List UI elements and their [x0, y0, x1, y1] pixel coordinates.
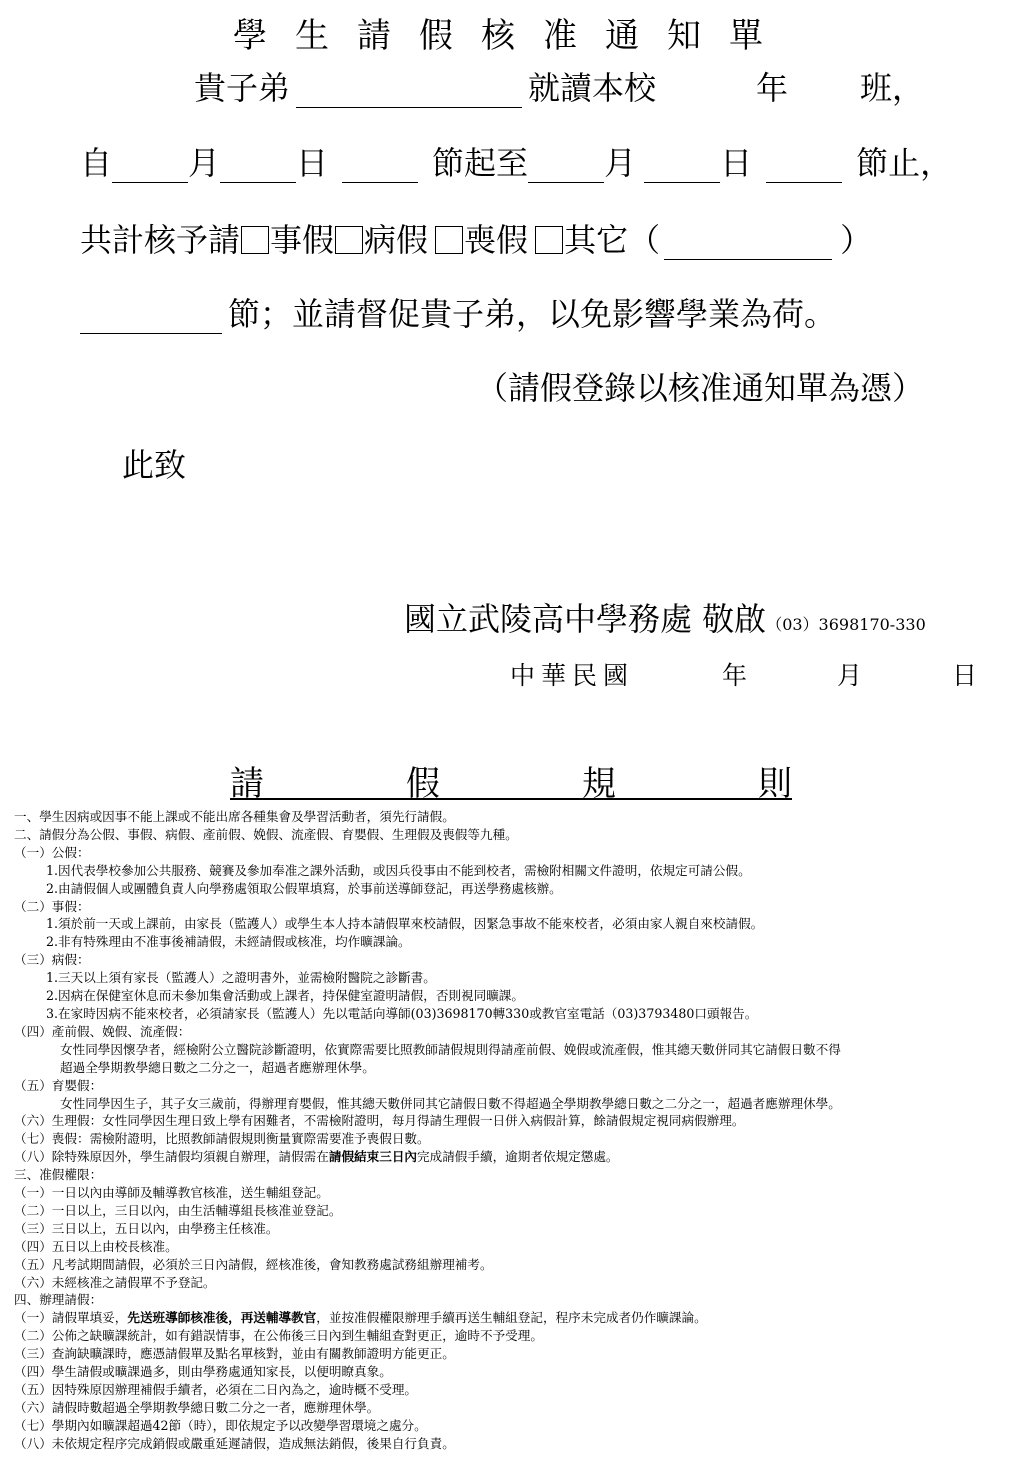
- label-personal-leave: 事假: [270, 221, 335, 259]
- rules-title-char: 請: [230, 764, 264, 804]
- rule-text: 完成請假手續，逾期者依規定懲處。: [417, 1149, 619, 1165]
- rule-line: （五）育嬰假：: [14, 1077, 103, 1093]
- label-class: 班，: [860, 69, 925, 107]
- sender: 國立武陵高中學務處 敬啟: [404, 600, 767, 638]
- label-other-leave: 其它（: [564, 221, 661, 259]
- rule-line: （四）學生請假或曠課過多，則由學務處通知家長，以便明瞭真象。: [14, 1364, 392, 1380]
- rule-line: 1.因代表學校參加公共服務、競賽及參加奉准之課外活動，或因兵役事由不能到校者，需檢附相關文件證明，依規定可請公假。: [46, 862, 751, 878]
- rule-line: 超過全學期教學總日數之二分之一，超過者應辦理休學。: [60, 1059, 375, 1075]
- rule-text: （八）除特殊原因外，學生請假均須親自辦理，請假需在: [14, 1149, 329, 1165]
- rule-line: （六）請假時數超過全學期教學總日數二分之一者，應辦理休學。: [14, 1399, 380, 1415]
- label-guizidi: 貴子弟: [194, 69, 291, 107]
- student-name-blank[interactable]: [296, 75, 522, 108]
- date-day: 日: [952, 661, 978, 690]
- checkbox-other-leave[interactable]: [535, 226, 563, 254]
- rule-line: [14, 1148, 1014, 1166]
- checkbox-personal-leave[interactable]: [241, 226, 269, 254]
- checkbox-bereavement-leave[interactable]: [435, 226, 463, 254]
- rules-title: [230, 756, 792, 804]
- rule-line: 一、學生因病或因事不能上課或不能出席各種集會及學習活動者，須先行請假。: [14, 809, 455, 824]
- rule-line: （八）未依規定程序完成銷假或嚴重延遲請假，造成無法銷假，後果自行負責。: [14, 1435, 455, 1451]
- total-periods-blank[interactable]: [80, 301, 222, 334]
- label-from: 自: [80, 144, 113, 182]
- to-day-blank[interactable]: [644, 150, 720, 183]
- from-day-blank[interactable]: [220, 150, 296, 183]
- rule-line: 2.由請假個人或團體負責人向學務處領取公假單填寫，於事前送導師登記，再送學務處核辦。: [46, 880, 562, 896]
- label-month: 月: [188, 144, 221, 182]
- to-period-blank[interactable]: [766, 150, 842, 183]
- rule-text: ，並按准假權限辦理手續再送生輔組登記，程序未完成者仍作曠課論。: [316, 1310, 707, 1326]
- rule-line: 女性同學因生子，其子女三歲前，得辦理育嬰假，惟其總天數併同其它請假日數不得超過全學期教學總日數之二分之一，超過者應辦理休學。: [60, 1095, 841, 1111]
- label-start-to: 節起至: [432, 144, 529, 182]
- date-month: 月: [837, 661, 863, 690]
- label-month: 月: [604, 144, 637, 182]
- salutation: 此致: [122, 446, 187, 484]
- rule-emphasis: 請假結束三日內: [328, 1149, 417, 1165]
- rule-line: （六）未經核准之請假單不予登記。: [14, 1274, 216, 1290]
- rule-line: （三）查詢缺曠課時，應憑請假單及點名單核對，並由有關教師證明方能更正。: [14, 1346, 455, 1362]
- rule-line: （五）凡考試期間請假，必須於三日內請假，經核准後，會知教務處試務組辦理補考。: [14, 1256, 493, 1272]
- rule-line: [14, 1309, 1014, 1327]
- line-total: [80, 294, 836, 334]
- rule-line: （四）產前假、娩假、流產假：: [14, 1023, 191, 1039]
- rules-title-char: 假: [406, 764, 440, 804]
- rule-line: （一）公假：: [14, 844, 90, 860]
- rules-body: [14, 808, 1014, 1453]
- line-leave-type: [80, 220, 872, 260]
- rule-line: 三、准假權限：: [14, 1167, 103, 1183]
- rule-line: （二）公佈之缺曠課統計，如有錯誤情事，在公佈後三日內到生輔組查對更正，逾時不予受理。: [14, 1328, 543, 1344]
- rule-line: 3.在家時因病不能來校者，必須請家長（監護人）先以電話向導師(03)3698170轉330或教官室電話（03)3793480口頭報告。: [46, 1005, 758, 1021]
- rule-line: 1.須於前一天或上課前，由家長（監護人）或學生本人持本請假單來校請假，因緊急事故不能來校者，必須由家人親自來校請假。: [46, 916, 764, 932]
- rules-title-char: 則: [758, 764, 792, 804]
- rule-line: （三）病假：: [14, 952, 90, 968]
- rule-line: 2.非有特殊理由不准事後補請假，未經請假或核准，均作曠課論。: [46, 934, 411, 950]
- label-end: 節止，: [856, 144, 953, 182]
- rule-line: （一）一日以內由導師及輔導教官核准，送生輔組登記。: [14, 1185, 329, 1201]
- rule-line: （七）學期內如曠課超過42節（時），即依規定予以改變學習環境之處分。: [14, 1417, 427, 1433]
- rule-emphasis: 先送班導師核准後，再送輔導教官: [127, 1310, 317, 1326]
- date-line: [510, 656, 977, 692]
- rule-line: 1.三天以上須有家長（監護人）之證明書外，並需檢附醫院之診斷書。: [46, 970, 436, 986]
- date-era: 中華民國: [510, 661, 635, 690]
- rule-line: 四、辦理請假：: [14, 1292, 103, 1308]
- label-paren-close: ）: [840, 221, 873, 259]
- rules-title-char: 規: [582, 764, 616, 804]
- other-leave-blank[interactable]: [664, 227, 832, 260]
- form-title: 學生請假核准通知單: [233, 16, 791, 56]
- phone: （03）3698170-330: [766, 615, 926, 634]
- line-period: [80, 143, 952, 183]
- rule-line: 2.因病在保健室休息而未參加集會活動或上課者，持保健室證明請假，否則視同曠課。: [46, 988, 524, 1004]
- label-grant: 共計核予請: [80, 221, 241, 259]
- form-note: （請假登錄以核准通知單為憑）: [476, 369, 925, 407]
- label-school: 就讀本校: [528, 69, 657, 107]
- rule-line: （四）五日以上由校長核准。: [14, 1238, 178, 1254]
- label-grade: 年: [756, 69, 789, 107]
- rule-line: （二）一日以上，三日以內，由生活輔導組長核准並登記。: [14, 1202, 342, 1218]
- rule-line: （二）事假：: [14, 898, 90, 914]
- rule-text: （一）請假單填妥，: [14, 1310, 128, 1326]
- from-period-blank[interactable]: [342, 150, 418, 183]
- sender-line: [404, 594, 926, 640]
- label-day: 日: [296, 144, 329, 182]
- date-year: 年: [722, 661, 748, 690]
- label-sick-leave: 病假: [364, 221, 429, 259]
- label-day: 日: [720, 144, 753, 182]
- rule-line: 女性同學因懷孕者，經檢附公立醫院診斷證明，依實際需要比照教師請假規則得請產前假、娩假或流產假，惟其總天數併同其它請假日數不得: [60, 1041, 841, 1057]
- rule-line: （三）三日以上，五日以內，由學務主任核准。: [14, 1220, 279, 1236]
- line-student: [194, 68, 924, 108]
- rule-line: （七）喪假：需檢附證明，比照教師請假規則衡量實際需要准予喪假日數。: [14, 1131, 430, 1147]
- rule-line: （五）因特殊原因辦理補假手續者，必須在二日內為之，逾時概不受理。: [14, 1382, 417, 1397]
- rule-line: （六）生理假：女性同學因生理日致上學有困難者，不需檢附證明，每月得請生理假一日併入病假計算，餘請假規定視同病假辦理。: [14, 1113, 745, 1129]
- to-month-blank[interactable]: [528, 150, 604, 183]
- label-bereavement-leave: 喪假: [464, 221, 529, 259]
- rule-line: 二、請假分為公假、事假、病假、產前假、娩假、流產假、育嬰假、生理假及喪假等九種。: [14, 826, 518, 842]
- label-total-periods: 節；並請督促貴子弟，以免影響學業為荷。: [228, 295, 837, 333]
- from-month-blank[interactable]: [112, 150, 188, 183]
- checkbox-sick-leave[interactable]: [335, 226, 363, 254]
